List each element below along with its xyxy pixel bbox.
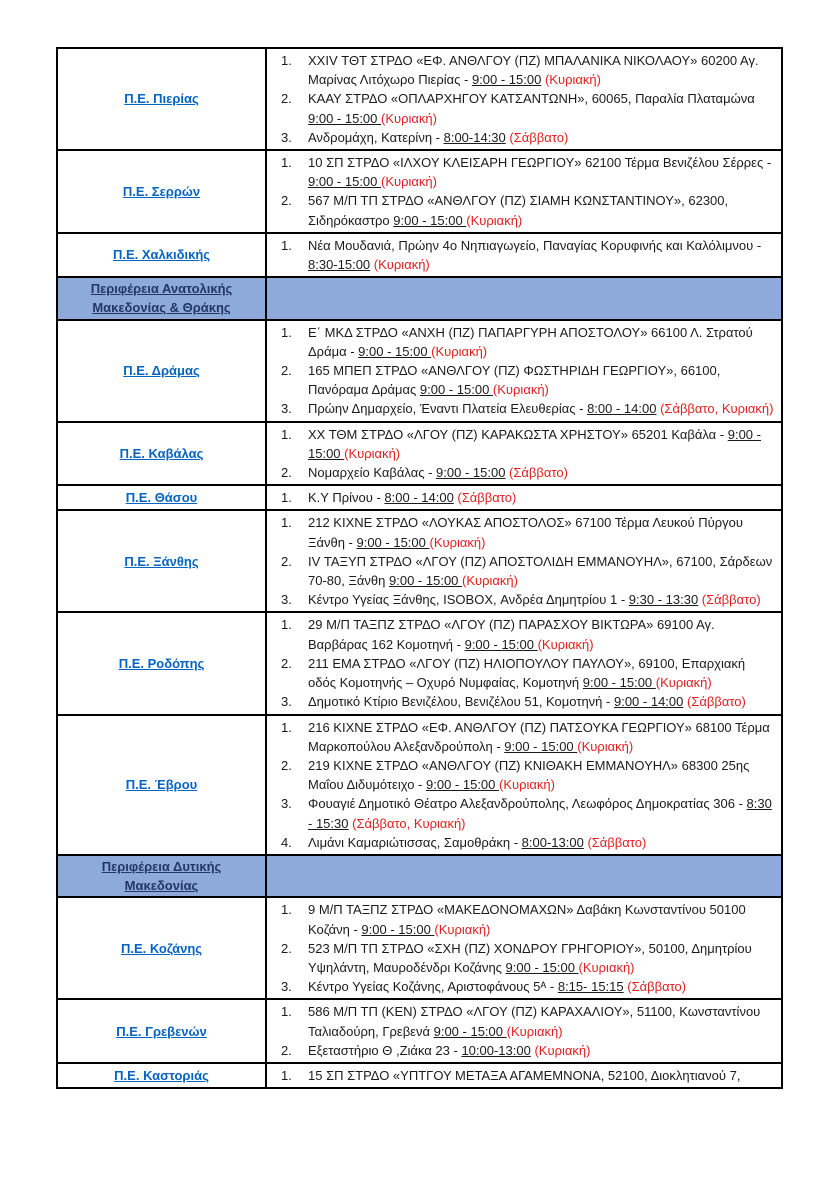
- hours-text: 9:00 - 15:00: [308, 426, 761, 461]
- day-text: (Σάββατο): [457, 490, 517, 506]
- venues-cell: [267, 49, 781, 149]
- venue-item: [271, 488, 775, 507]
- item-number: 1.: [281, 324, 292, 340]
- item-text: [308, 756, 775, 794]
- day-text: (Σάββατο, Κυριακή): [660, 401, 774, 417]
- item-text: [308, 718, 775, 756]
- item-text: [308, 323, 775, 361]
- venue-text: Κέντρο Υγείας Κοζάνης, Αριστοφάνους 5ᴬ -: [308, 979, 558, 995]
- hours-text: 8:30 - 15:30: [308, 796, 772, 831]
- venue-text: 9 Μ/Π ΤΑΞΠΖ ΣΤΡΔΟ «ΜΑΚΕΔΟΝΟΜΑΧΩΝ» Δαβάκη Κωνσταντίνου 50100 Κοζάνη -: [308, 902, 746, 937]
- table-row: [58, 151, 781, 234]
- region-cell: [58, 1064, 267, 1087]
- venue-text: Φουαγιέ Δημοτικό Θέατρο Αλεξανδρούπολης, Λεωφόρος Δημοκρατίας 306 -: [308, 796, 747, 812]
- region-cell: [58, 716, 267, 854]
- venues-cell: [267, 151, 781, 232]
- item-text: [308, 833, 775, 852]
- item-text: [308, 654, 775, 692]
- item-text: [308, 51, 775, 89]
- venue-text: 29 Μ/Π ΤΑΞΠΖ ΣΤΡΔΟ «ΛΓΟΥ (ΠΖ) ΠΑΡΑΣΧΟΥ ΒΙΚΤΩΡΑ» 69100 Αγ. Βαρβάρας 162 Κομοτηνή -: [308, 617, 715, 652]
- table-row: [58, 1064, 781, 1089]
- day-text: (Κυριακή): [462, 573, 518, 589]
- day-text: (Κυριακή): [466, 212, 523, 228]
- venue-item: [271, 513, 775, 551]
- venues-cell: [267, 321, 781, 421]
- item-number: 3.: [281, 592, 292, 608]
- section-header-label: Περιφέρεια Ανατολικής Μακεδονίας & Θράκης: [90, 281, 233, 316]
- section-header-cell: [58, 278, 267, 318]
- region-cell: [58, 898, 267, 998]
- item-number: 3.: [281, 979, 292, 995]
- item-number: 2.: [281, 553, 292, 569]
- venue-item: [271, 323, 775, 361]
- venues-cell: [267, 1000, 781, 1062]
- day-text: (Σάββατο): [627, 979, 687, 995]
- section-row: [58, 856, 781, 898]
- region-link[interactable]: Π.Ε. Ροδόπης: [118, 655, 205, 671]
- item-number: 1.: [281, 1067, 292, 1083]
- item-text: [308, 1041, 775, 1060]
- item-number: 1.: [281, 53, 292, 68]
- venue-text: 211 ΕΜΑ ΣΤΡΔΟ «ΛΓΟΥ (ΠΖ) ΗΛΙΟΠΟΥΛΟΥ ΠΑΥΛΟΥ», 69100, Επαρχιακή οδός Κομοτηνής – Οχυρό Νυμφαίας, Κομοτηνή: [308, 655, 746, 691]
- hours-text: 9:00 - 15:00: [356, 534, 430, 550]
- venue-text: XXIV ΤΘΤ ΣΤΡΔΟ «ΕΦ. ΑΝΘΛΓΟΥ (ΠΖ) ΜΠΑΛΑΝΙΚΑ ΝΙΚΟΛΑΟΥ» 60200 Αγ. Μαρίνας Λιτόχωρο Πιερίας -: [308, 53, 759, 88]
- hours-text: 9:00 - 14:00: [613, 694, 684, 710]
- item-text: [308, 236, 775, 274]
- venues-cell: [267, 278, 781, 318]
- region-link[interactable]: Π.Ε. Δράμας: [123, 363, 200, 379]
- item-number: 2.: [281, 193, 292, 209]
- region-cell: [58, 486, 267, 509]
- venue-item: [271, 89, 775, 127]
- day-text: (Κυριακή): [578, 959, 635, 975]
- venue-item: [271, 615, 775, 653]
- venue-item: [271, 153, 775, 191]
- venues-table: [56, 47, 783, 1089]
- hours-text: 8:15- 15:15: [557, 979, 624, 995]
- item-number: 2.: [281, 1042, 292, 1058]
- hours-text: 9:00 - 15:00: [433, 1023, 507, 1039]
- venue-text: ΧΧ ΤΘΜ ΣΤΡΔΟ «ΛΓΟΥ (ΠΖ) ΚΑΡΑΚΩΣΤΑ ΧΡΗΣΤΟΥ» 65201 Καβάλα -: [308, 426, 728, 442]
- venue-item: [271, 977, 775, 996]
- item-text: [308, 361, 775, 399]
- item-text: [308, 552, 775, 590]
- region-cell: [58, 234, 267, 276]
- day-text: (Σάββατο): [687, 694, 746, 710]
- venue-text: 216 ΚΙΧΝΕ ΣΤΡΔΟ «ΕΦ. ΑΝΘΛΓΟΥ (ΠΖ) ΠΑΤΣΟΥΚΑ ΓΕΩΡΓΙΟΥ» 68100 Τέρμα Μαρκοπούλου Αλεξανδρούπολη -: [308, 719, 770, 754]
- item-number: 1.: [281, 515, 292, 531]
- table-row: [58, 321, 781, 423]
- venue-item: [271, 654, 775, 692]
- hours-text: 9:00 - 15:00: [393, 212, 467, 228]
- region-link[interactable]: Π.Ε. Ξάνθης: [124, 553, 199, 569]
- venue-text: 165 ΜΠΕΠ ΣΤΡΔΟ «ΑΝΘΛΓΟΥ (ΠΖ) ΦΩΣΤΗΡΙΔΗ ΓΕΩΡΓΙΟΥ», 66100, Πανόραμα Δράμας: [308, 363, 721, 398]
- venue-item: [271, 1002, 775, 1040]
- region-cell: [58, 511, 267, 611]
- item-text: [308, 153, 775, 191]
- item-number: 1.: [281, 719, 292, 735]
- item-number: 1.: [281, 902, 292, 918]
- venue-text: 10 ΣΠ ΣΤΡΔΟ «ΙΛΧΟΥ ΚΛΕΙΣΑΡΗ ΓΕΩΡΓΙΟΥ» 62100 Τέρμα Βενιζέλου Σέρρες -: [308, 155, 772, 171]
- table-row: [58, 423, 781, 487]
- hours-text: 9:30 - 13:30: [628, 592, 699, 608]
- venue-text: Ανδρομάχη, Κατερίνη -: [308, 129, 444, 145]
- venue-item: [271, 191, 775, 229]
- hours-text: 9:00 - 15:00: [389, 573, 463, 589]
- region-cell: [58, 151, 267, 232]
- item-number: 4.: [281, 834, 292, 850]
- venue-text: Νέα Μουδανιά, Πρώην 4ο Νηπιαγωγείο, Παναγίας Κορυφινής και Καλόλιμνου -: [308, 237, 762, 253]
- venue-item: [271, 361, 775, 399]
- venues-cell: [267, 423, 781, 485]
- item-number: 2.: [281, 940, 292, 956]
- venue-item: [271, 718, 775, 756]
- day-text: (Σάββατο): [509, 129, 569, 145]
- hours-text: 8:30-15:00: [308, 257, 371, 273]
- table-row: [58, 49, 781, 151]
- venues-cell: [267, 234, 781, 276]
- item-number: 3.: [281, 129, 292, 145]
- day-text: (Κυριακή): [344, 445, 401, 461]
- region-cell: [58, 49, 267, 149]
- venue-item: [271, 590, 775, 609]
- item-text: [308, 399, 775, 418]
- venue-text: Ε΄ ΜΚΔ ΣΤΡΔΟ «ΑΝΧΗ (ΠΖ) ΠΑΠΑΡΓΥΡΗ ΑΠΟΣΤΟΛΟΥ» 66100 Λ. Στρατού Δράμα -: [308, 324, 753, 359]
- hours-text: 9:00 - 15:00: [361, 921, 435, 937]
- day-text: (Κυριακή): [381, 174, 437, 190]
- venue-text: Κέντρο Υγείας Ξάνθης, ISOBOX, Ανδρέα Δημητρίου 1 -: [308, 592, 629, 608]
- item-text: [308, 488, 775, 507]
- item-number: 2.: [281, 757, 292, 773]
- venue-item: [271, 939, 775, 977]
- day-text: (Σάββατο, Κυριακή): [352, 815, 466, 831]
- item-text: [308, 463, 775, 482]
- region-link[interactable]: Π.Ε. Σερρών: [122, 183, 201, 199]
- table-row: [58, 898, 781, 1000]
- venues-cell: [267, 898, 781, 998]
- venue-item: [271, 900, 775, 938]
- venues-cell: [267, 613, 781, 713]
- region-link[interactable]: Π.Ε. Χαλκιδικής: [112, 247, 211, 263]
- venue-item: [271, 51, 775, 89]
- hours-text: 8:00 - 14:00: [587, 401, 657, 417]
- venue-text: Εξεταστήριο Θ ,Ζιάκα 23 -: [308, 1042, 462, 1058]
- region-link[interactable]: Π.Ε. Κοζάνης: [120, 940, 203, 956]
- item-text: [308, 692, 775, 711]
- venue-text: IV ΤΑΞΥΠ ΣΤΡΔΟ «ΛΓΟΥ (ΠΖ) ΑΠΟΣΤΟΛΙΔΗ ΕΜΜΑΝΟΥΗΛ», 67100, Σάρδεων 70-80, Ξάνθη: [308, 553, 773, 589]
- item-text: [308, 128, 775, 147]
- region-link[interactable]: Π.Ε. Θάσου: [125, 490, 198, 506]
- table-row: [58, 613, 781, 715]
- region-cell: [58, 613, 267, 713]
- venues-cell: [267, 486, 781, 509]
- day-text: (Κυριακή): [544, 72, 601, 88]
- region-link[interactable]: Π.Ε. Καβάλας: [119, 445, 204, 461]
- section-header-label: Περιφέρεια Δυτικής Μακεδονίας: [101, 858, 222, 894]
- section-row: [58, 278, 781, 320]
- item-number: 2.: [281, 363, 292, 379]
- hours-text: 10:00-13:00: [461, 1042, 531, 1058]
- item-text: [308, 939, 775, 977]
- venues-cell: [267, 856, 781, 896]
- venue-item: [271, 463, 775, 482]
- venues-cell: [267, 1064, 781, 1087]
- venue-item: [271, 756, 775, 794]
- item-text: [308, 615, 775, 653]
- day-text: (Κυριακή): [434, 921, 491, 937]
- table-row: [58, 234, 781, 278]
- day-text: (Σάββατο): [509, 465, 568, 481]
- venue-text: Πρώην Δημαρχείο, Έναντι Πλατεία Ελευθερίας -: [308, 401, 588, 417]
- day-text: (Κυριακή): [381, 110, 437, 126]
- venue-item: [271, 425, 775, 463]
- item-number: 2.: [281, 91, 292, 107]
- region-cell: [58, 423, 267, 485]
- hours-text: 8:00 - 14:00: [384, 490, 454, 506]
- region-link[interactable]: Π.Ε. Καστοριάς: [114, 1067, 209, 1083]
- day-text: (Κυριακή): [506, 1023, 563, 1039]
- venue-item: [271, 833, 775, 852]
- venue-item: [271, 692, 775, 711]
- item-text: [308, 590, 775, 609]
- day-text: (Κυριακή): [492, 382, 549, 398]
- table-row: [58, 511, 781, 613]
- venue-text: ΚΑΑΥ ΣΤΡΔΟ «ΟΠΛΑΡΧΗΓΟΥ ΚΑΤΣΑΝΤΩΝΗ», 60065, Παραλία Πλαταμώνα: [308, 91, 755, 107]
- hours-text: 9:00 - 15:00: [308, 174, 381, 190]
- hours-text: 9:00 - 15:00: [436, 465, 506, 481]
- item-number: 1.: [281, 155, 292, 171]
- day-text: (Κυριακή): [373, 257, 430, 273]
- venue-item: [271, 399, 775, 418]
- item-number: 2.: [281, 465, 292, 481]
- venue-text: 567 Μ/Π ΤΠ ΣΤΡΔΟ «ΑΝΘΛΓΟΥ (ΠΖ) ΣΙΑΜΗ ΚΩΝΣΤΑΝΤΙΝΟΥ», 62300, Σιδηρόκαστρο: [308, 193, 729, 228]
- item-number: 1.: [281, 426, 292, 442]
- venue-text: Δημοτικό Κτίριο Βενιζέλου, Βενιζέλου 51, Κομοτηνή -: [308, 694, 614, 710]
- venues-cell: [267, 716, 781, 854]
- venue-text: Κ.Υ Πρίνου -: [308, 490, 385, 506]
- region-link[interactable]: Π.Ε. Γρεβενών: [116, 1023, 207, 1039]
- item-number: 3.: [281, 401, 292, 417]
- hours-text: 9:00 - 15:00: [504, 738, 578, 754]
- hours-text: 9:00 - 15:00: [358, 343, 432, 359]
- venue-item: [271, 1041, 775, 1060]
- item-text: [308, 191, 775, 229]
- item-number: 3.: [281, 796, 292, 812]
- item-number: 3.: [281, 694, 292, 710]
- venue-text: Λιμάνι Καμαριώτισσας, Σαμοθράκη -: [308, 834, 522, 850]
- table-row: [58, 716, 781, 856]
- hours-text: 8:00-13:00: [521, 834, 584, 850]
- item-number: 2.: [281, 655, 292, 671]
- hours-text: 9:00 - 15:00: [419, 382, 493, 398]
- item-number: 1.: [281, 617, 292, 633]
- item-text: [308, 977, 775, 996]
- region-cell: [58, 1000, 267, 1062]
- venue-text: 586 Μ/Π ΤΠ (ΚΕΝ) ΣΤΡΔΟ «ΛΓΟΥ (ΠΖ) ΚΑΡΑΧΑΛΙΟΥ», 51100, Κωνσταντίνου Ταλιαδούρη, Γρεβενά: [308, 1004, 761, 1039]
- item-text: [308, 900, 775, 938]
- venue-text: Νομαρχείο Καβάλας -: [308, 465, 437, 481]
- venue-text: 15 ΣΠ ΣΤΡΔΟ «ΥΠΤΓΟΥ ΜΕΤΑΞΑ ΑΓΑΜΕΜΝΟΝΑ, 52100, Διοκλητιανού 7,: [308, 1067, 741, 1083]
- day-text: (Σάββατο): [587, 834, 647, 850]
- venue-text: 219 ΚΙΧΝΕ ΣΤΡΔΟ «ΑΝΘΛΓΟΥ (ΠΖ) ΚΝΙΘΑΚΗ ΕΜΜΑΝΟΥΗΛ» 68300 25ης Μαΐου Διδυμότειχο -: [308, 757, 750, 793]
- day-text: (Κυριακή): [534, 1042, 591, 1058]
- item-number: 1.: [281, 1004, 292, 1020]
- venue-text: 212 ΚΙΧΝΕ ΣΤΡΔΟ «ΛΟΥΚΑΣ ΑΠΟΣΤΟΛΟΣ» 67100 Τέρμα Λευκού Πύργου Ξάνθη -: [308, 515, 743, 550]
- venue-item: [271, 794, 775, 832]
- day-text: (Σάββατο): [701, 592, 761, 608]
- hours-text: 8:00-14:30: [443, 129, 506, 145]
- hours-text: 9:00 - 15:00: [471, 72, 542, 88]
- venue-item: [271, 1066, 775, 1085]
- venues-cell: [267, 511, 781, 611]
- day-text: (Κυριακή): [537, 636, 594, 652]
- item-text: [308, 513, 775, 551]
- hours-text: 9:00 - 15:00: [308, 110, 381, 126]
- item-text: [308, 1002, 775, 1040]
- table-row: [58, 486, 781, 511]
- venue-item: [271, 236, 775, 274]
- day-text: (Κυριακή): [431, 343, 488, 359]
- venue-item: [271, 128, 775, 147]
- table-row: [58, 1000, 781, 1064]
- item-number: 1.: [281, 237, 292, 253]
- region-cell: [58, 321, 267, 421]
- item-number: 1.: [281, 490, 292, 506]
- hours-text: 9:00 - 15:00: [426, 777, 499, 793]
- venue-item: [271, 552, 775, 590]
- day-text: (Κυριακή): [577, 738, 634, 754]
- day-text: (Κυριακή): [655, 675, 712, 691]
- region-link[interactable]: Π.Ε. Έβρου: [125, 777, 198, 793]
- hours-text: 9:00 - 15:00: [464, 636, 538, 652]
- day-text: (Κυριακή): [499, 777, 555, 793]
- region-link[interactable]: Π.Ε. Πιερίας: [124, 91, 199, 107]
- item-text: [308, 425, 775, 463]
- hours-text: 9:00 - 15:00: [582, 675, 656, 691]
- hours-text: 9:00 - 15:00: [505, 959, 579, 975]
- item-text: [308, 1066, 775, 1085]
- day-text: (Κυριακή): [429, 534, 486, 550]
- section-header-cell: [58, 856, 267, 896]
- item-text: [308, 794, 775, 832]
- venue-text: 523 Μ/Π ΤΠ ΣΤΡΔΟ «ΣΧΗ (ΠΖ) ΧΟΝΔΡΟΥ ΓΡΗΓΟΡΙΟΥ», 50100, Δημητρίου Υψηλάντη, Μαυροδένδρι Κοζάνης: [308, 940, 752, 975]
- item-text: [308, 89, 775, 127]
